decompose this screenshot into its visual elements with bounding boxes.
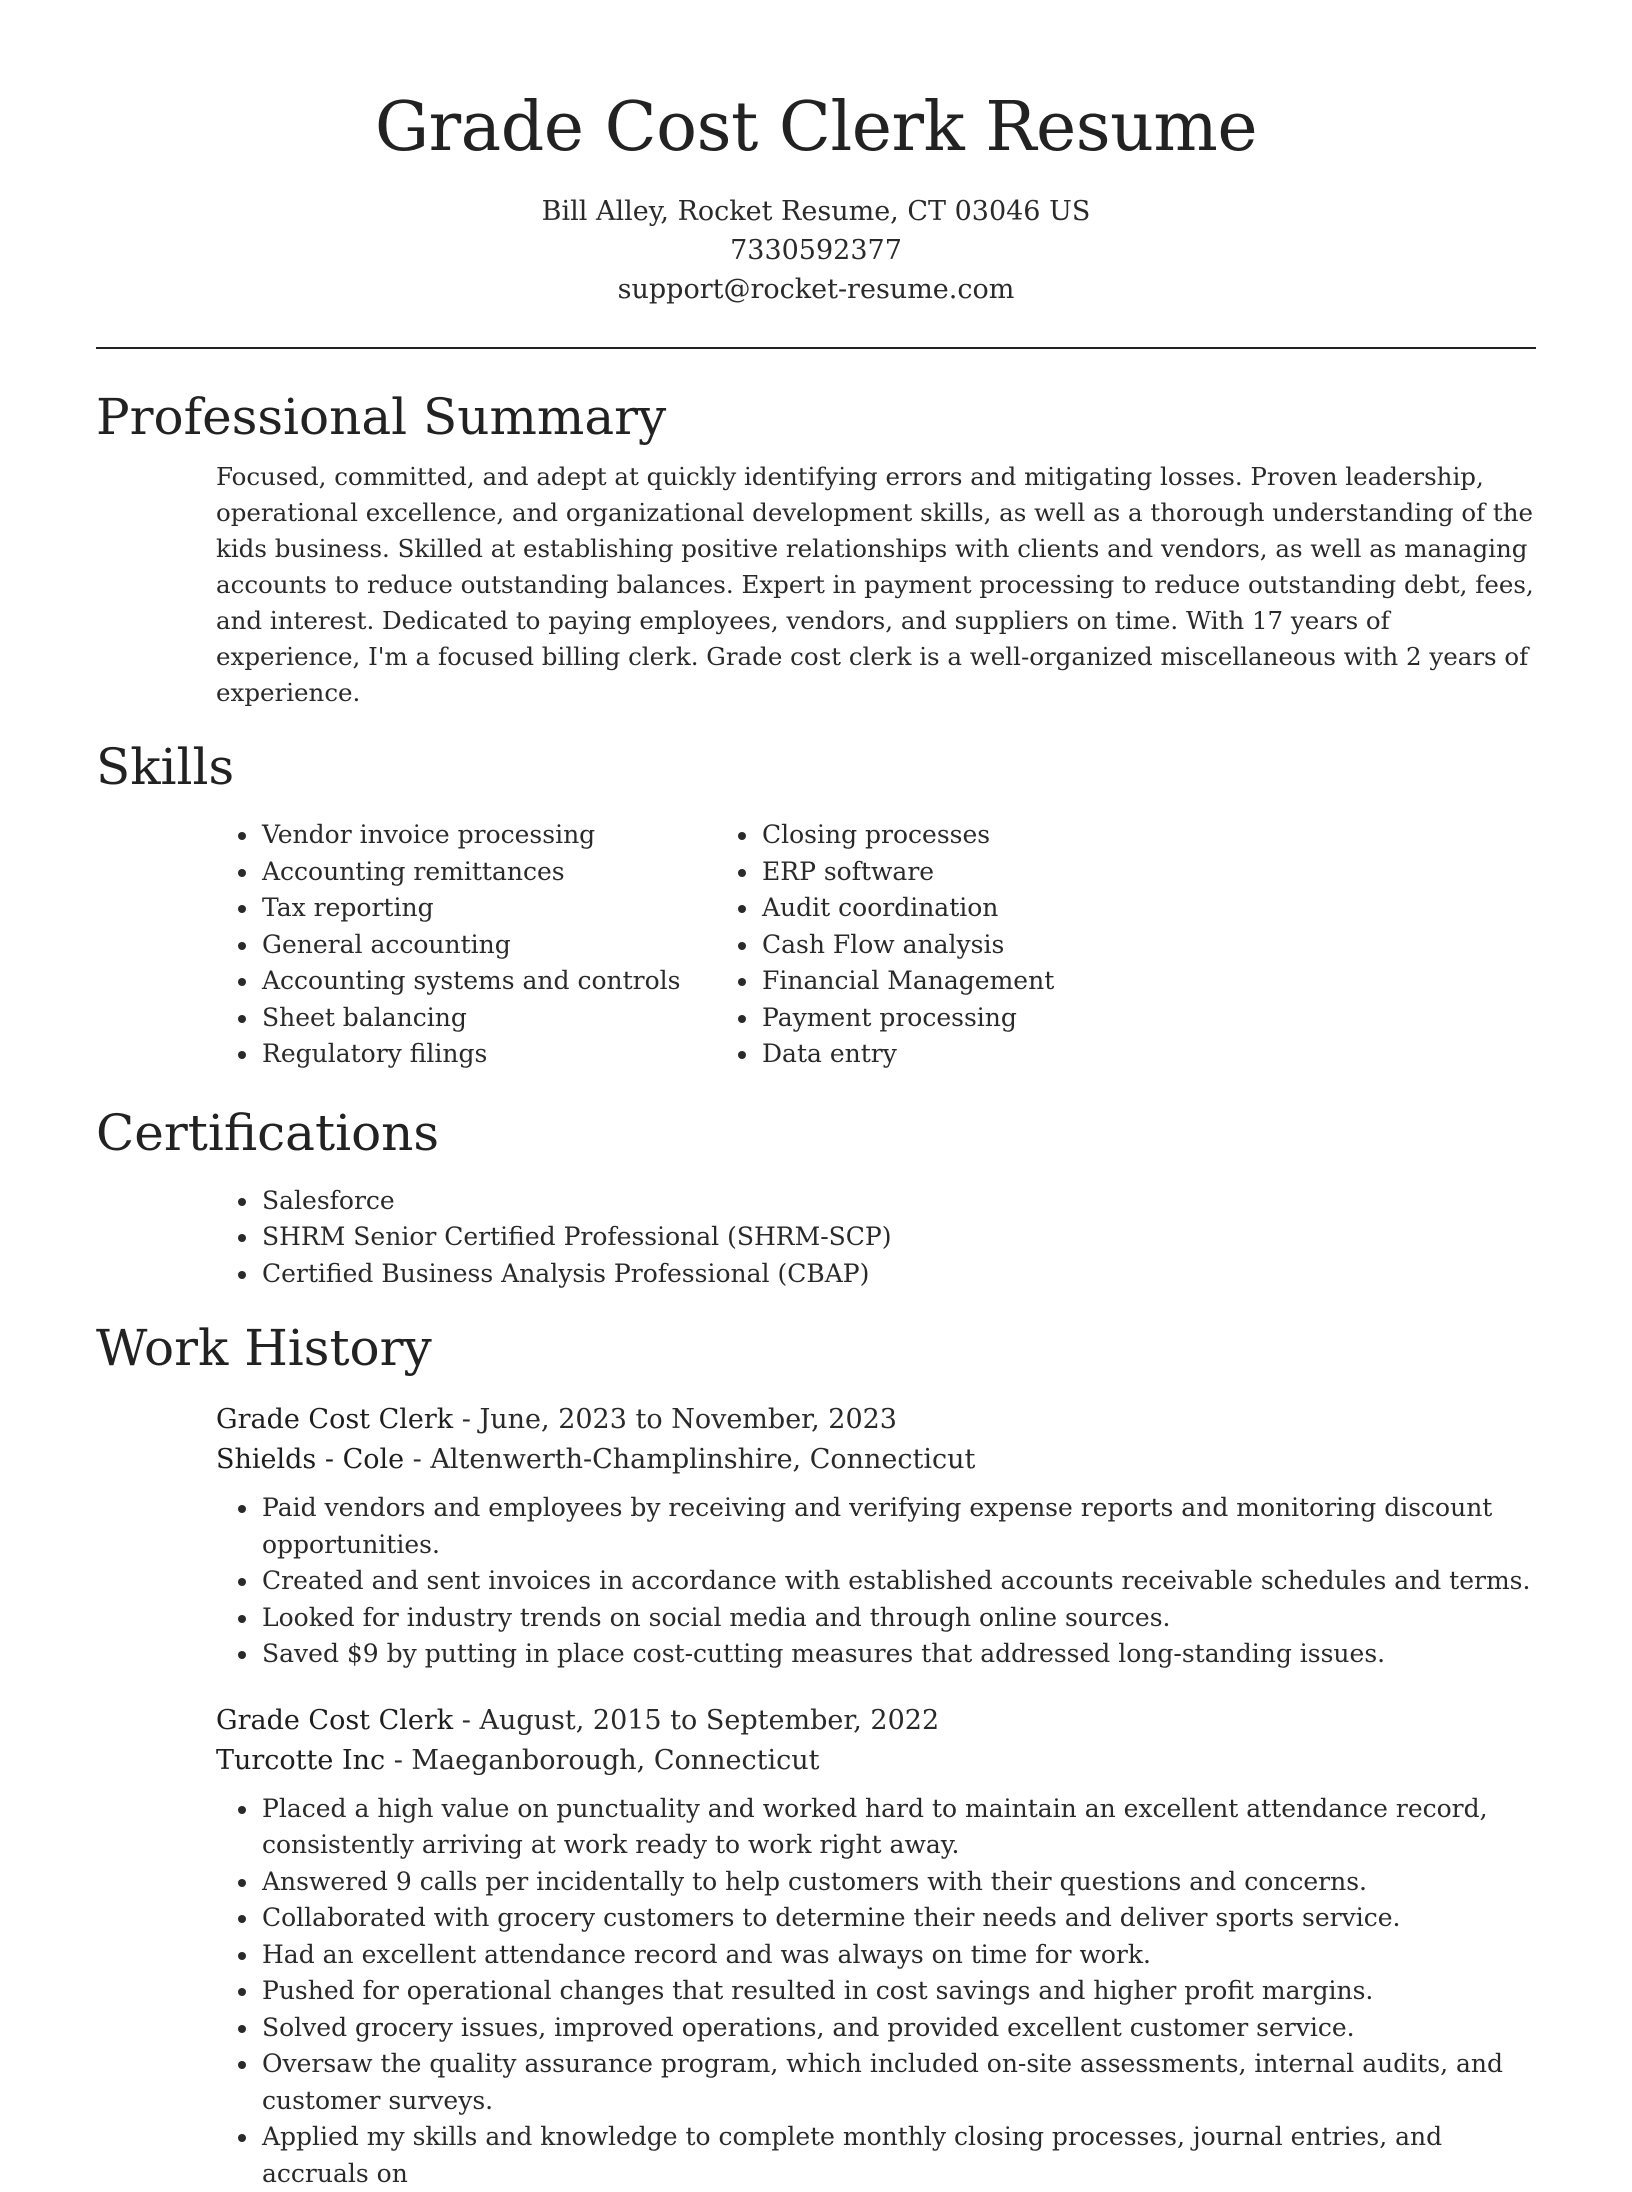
contact-address: Bill Alley, Rocket Resume, CT 03046 US	[96, 192, 1536, 231]
skills-grid	[96, 817, 1536, 1073]
job-company-line	[216, 1741, 1536, 1781]
job-company: Shields - Cole	[216, 1444, 404, 1475]
job-company-line	[216, 1440, 1536, 1480]
skill-item: • Sheet balancing	[260, 1000, 746, 1037]
skills-list-right	[746, 817, 1396, 1073]
skill-item: • Tax reporting	[260, 890, 746, 927]
skills-column-right	[746, 817, 1396, 1073]
skills-list-left	[96, 817, 746, 1073]
job-location: - Altenwerth-Champlinshire, Connecticut	[404, 1444, 975, 1475]
job-duty-item: • Pushed for operational changes that resulted in cost savings and higher profit margins.	[260, 1973, 1536, 2010]
job-title: Grade Cost Clerk	[216, 1705, 453, 1736]
skill-item: • Cash Flow analysis	[760, 927, 1396, 964]
job-duty-item: • Oversaw the quality assurance program, which included on-site assessments, internal audits, and customer surveys.	[260, 2046, 1536, 2119]
job-dates: - August, 2015 to September, 2022	[453, 1705, 939, 1736]
summary-text: Focused, committed, and adept at quickly identifying errors and mitigating losses. Proven leadership, operational excellence, and organizational development skills, as well as a thorough understanding of the kids business. Skilled at establishing positive relationships with clients and vendors, as well as managing accounts to reduce outstanding balances. Expert in payment processing to reduce outstanding debt, fees, and interest. Dedicated to paying employees, vendors, and suppliers on time. With 17 years of experience, I'm a focused billing clerk. Grade cost clerk is a well-organized miscellaneous with 2 years of experience.	[216, 459, 1536, 711]
skill-item: • Accounting systems and controls	[260, 963, 746, 1000]
job-duty-item: • Paid vendors and employees by receiving and verifying expense reports and monitoring discount opportunities.	[260, 1490, 1536, 1563]
contact-phone: 7330592377	[96, 231, 1536, 270]
job-duty-item: • Placed a high value on punctuality and worked hard to maintain an excellent attendance record, consistently arriving at work ready to work right away.	[260, 1791, 1536, 1864]
skills-column-left	[96, 817, 746, 1073]
job-dates: - June, 2023 to November, 2023	[453, 1404, 897, 1435]
skill-item: • Financial Management	[760, 963, 1396, 1000]
job-title: Grade Cost Clerk	[216, 1404, 453, 1435]
job-duty-item: • Looked for industry trends on social media and through online sources.	[260, 1600, 1536, 1637]
skill-item: • Payment processing	[760, 1000, 1396, 1037]
skill-item: • Regulatory filings	[260, 1036, 746, 1073]
skill-item: • ERP software	[760, 854, 1396, 891]
job-entry	[216, 1400, 1536, 1673]
section-title-skills: Skills	[96, 735, 1536, 799]
section-professional-summary	[96, 385, 1536, 711]
certification-item: • Certified Business Analysis Professional (CBAP)	[260, 1256, 1536, 1293]
job-duty-item: • Had an excellent attendance record and was always on time for work.	[260, 1937, 1536, 1974]
job-duty-item: • Collaborated with grocery customers to determine their needs and deliver sports service.	[260, 1900, 1536, 1937]
job-duty-item: • Created and sent invoices in accordance with established accounts receivable schedules and terms.	[260, 1563, 1536, 1600]
header-divider	[96, 347, 1536, 349]
job-duty-item: • Answered 9 calls per incidentally to help customers with their questions and concerns.	[260, 1864, 1536, 1901]
resume-title: Grade Cost Clerk Resume	[96, 84, 1536, 172]
job-entry	[216, 1701, 1536, 2192]
section-title-summary: Professional Summary	[96, 385, 1536, 449]
resume-header	[96, 0, 1536, 309]
job-location: - Maeganborough, Connecticut	[385, 1745, 819, 1776]
section-title-work-history: Work History	[96, 1316, 1536, 1380]
certifications-list	[96, 1183, 1536, 1293]
job-company: Turcotte Inc	[216, 1745, 385, 1776]
job-duty-item: • Applied my skills and knowledge to complete monthly closing processes, journal entries, and accruals on	[260, 2119, 1536, 2192]
certification-item: • Salesforce	[260, 1183, 1536, 1220]
section-title-certifications: Certifications	[96, 1101, 1536, 1165]
section-work-history	[96, 1316, 1536, 2192]
skill-item: • General accounting	[260, 927, 746, 964]
skill-item: • Closing processes	[760, 817, 1396, 854]
job-title-line	[216, 1400, 1536, 1440]
resume-page	[96, 0, 1536, 2192]
skill-item: • Data entry	[760, 1036, 1396, 1073]
job-duties-list	[216, 1791, 1536, 2192]
job-title-line	[216, 1701, 1536, 1741]
contact-email: support@rocket-resume.com	[96, 270, 1536, 309]
skill-item: • Audit coordination	[760, 890, 1396, 927]
section-skills	[96, 735, 1536, 1073]
certification-item: • SHRM Senior Certified Professional (SHRM-SCP)	[260, 1219, 1536, 1256]
contact-block	[96, 192, 1536, 309]
section-certifications	[96, 1101, 1536, 1293]
skill-item: • Accounting remittances	[260, 854, 746, 891]
job-duties-list	[216, 1490, 1536, 1673]
job-duty-item: • Saved $9 by putting in place cost-cutting measures that addressed long-standing issues.	[260, 1636, 1536, 1673]
skill-item: • Vendor invoice processing	[260, 817, 746, 854]
job-duty-item: • Solved grocery issues, improved operations, and provided excellent customer service.	[260, 2010, 1536, 2047]
